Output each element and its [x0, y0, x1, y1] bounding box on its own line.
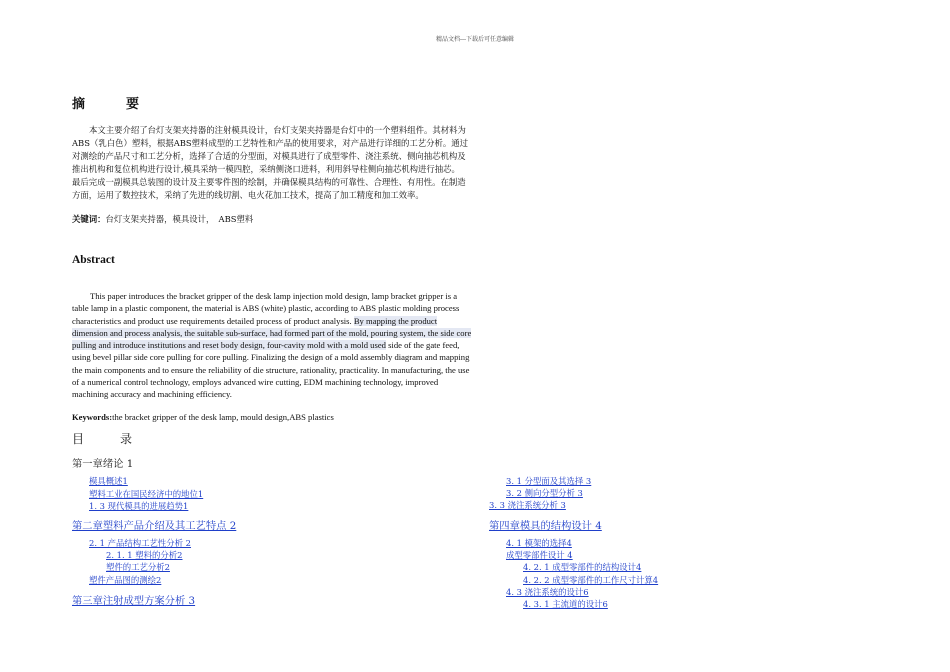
page-header: 精品文档---下载后可任意编辑	[435, 36, 515, 43]
toc-link-4-1[interactable]: 4. 1 模架的选择4	[506, 538, 572, 548]
toc-link-4-2[interactable]: 成型零部件设计 4	[506, 550, 573, 560]
toc-link-2-2[interactable]: 塑件产品图的测绘2	[89, 575, 162, 585]
toc-link-4-2-2[interactable]: 4. 2. 2 成型零部件的工作尺寸计算4	[523, 575, 659, 585]
toc-link-3-2[interactable]: 3. 2 侧向分型分析 3	[506, 488, 583, 498]
toc-link-4-3[interactable]: 4. 3 浇注系统的设计6	[506, 587, 589, 597]
abstract-en-body-start: This paper introduces the bracket gripper of the desk lamp injection mold design, lamp bracket gripper is a table lamp in a plastic component, the material is ABS (white) plastic, according to ABS plastic molding process characteristics and product use requirements detailed process of product analysis.	[72, 291, 460, 326]
toc-link-1-2[interactable]: 塑料工业在国民经济中的地位1	[89, 489, 204, 499]
toc-link-chapter-3[interactable]: 第三章注射成型方案分析 3	[72, 595, 196, 607]
keywords-en	[72, 412, 334, 422]
keywords-cn	[72, 213, 253, 225]
abstract-en-body-end: side of the gate feed, using bevel pillar side core pulling for core pulling. Finalizing the design of a mold assembly diagram and mapping the main components and to ensure the reliability of die structure, rationality, practicality. In manufacturing, the use of a numerical control technology, employs advanced wire cutting, EDM machining technology, improved machining accuracy and machining efficiency.	[72, 340, 470, 400]
abstract-cn-body: 本文主要介绍了台灯支架夹持器的注射模具设计，台灯支架夹持器是台灯中的一个塑料组件。其材料为ABS（乳白色）塑料，根据ABS塑料成型的工艺特性和产品的使用要求，对产品进行详细的工艺分析。通过对测绘的产品尺寸和工艺分析，选择了合适的分型面，对模具进行了成型零件、浇注系统、侧向抽芯机构及推出机构和复位机构进行设计,模具采纳一模四腔，采纳侧浇口进料，利用斜导柱侧向抽芯机构进行抽芯。最后完成一副模具总装图的设计及主要零件图的绘制，并确保模具结构的可靠性、合理性、有用性。在制造方面，运用了数控技术，采纳了先进的线切割、电火花加工技术，提高了加工精度和加工效率。	[72, 125, 469, 200]
toc-chapter-1: 第一章绪论 1	[72, 458, 134, 470]
toc-link-chapter-2[interactable]: 第二章塑料产品介绍及其工艺特点 2	[72, 520, 237, 532]
toc-link-1-3[interactable]: 1. 3 现代模具的进展趋势1	[89, 501, 189, 511]
toc-link-2-1-1[interactable]: 2. 1. 1 塑料的分析2	[106, 550, 183, 560]
toc-link-3-1[interactable]: 3. 1 分型面及其选择 3	[506, 476, 592, 486]
abstract-en-body-highlight: By mapping the product dimension and process analysis, the suitable sub-surface, had formed part of the mold, pouring system, the side core pulling and introduce institutions and reset body design, four-cavity mold with a mold used	[72, 315, 472, 351]
toc-link-3-3[interactable]: 3. 3 浇注系统分析 3	[489, 500, 566, 510]
toc-link-1-1[interactable]: 模具概述1	[89, 476, 128, 486]
abstract-en-title: Abstract	[72, 254, 115, 266]
keywords-cn-text: 台灯支架夹持器，模具设计， ABS塑料	[105, 214, 254, 224]
keywords-en-text: the bracket gripper of the desk lamp, mould design,ABS plastics	[112, 412, 334, 422]
abstract-en-body	[72, 290, 472, 401]
toc-link-2-1[interactable]: 2. 1 产品结构工艺性分析 2	[89, 538, 192, 548]
keywords-en-label: Keywords:	[72, 412, 113, 422]
keywords-cn-label: 关键词：	[72, 214, 106, 224]
toc-link-4-2-1[interactable]: 4. 2. 1 成型零部件的结构设计4	[523, 562, 642, 572]
toc-link-chapter-4[interactable]: 第四章模具的结构设计 4	[489, 520, 602, 532]
toc-title: 目 录	[72, 432, 145, 446]
toc-link-4-3-1[interactable]: 4. 3. 1 主流道的设计6	[523, 599, 608, 609]
toc-link-2-1-2[interactable]: 塑件的工艺分析2	[106, 562, 170, 572]
abstract-cn-title: 摘 要	[72, 97, 154, 112]
